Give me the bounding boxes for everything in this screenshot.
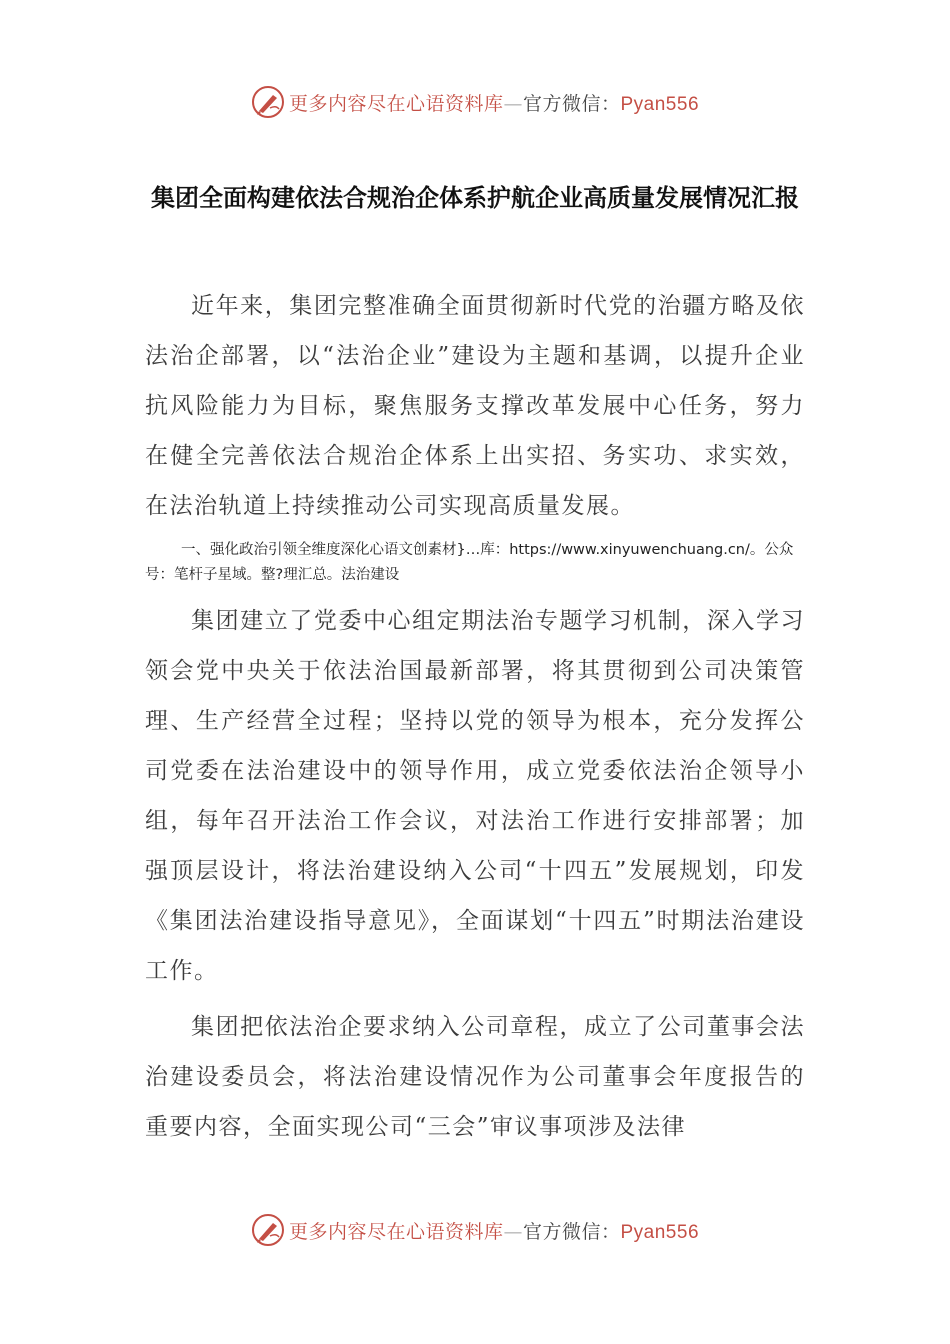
watermark-label: 官方微信：	[522, 1220, 621, 1243]
watermark-id: Pyan556	[620, 93, 700, 115]
document-title: 集团全面构建依法合规治企体系护航企业高质量发展情况汇报	[151, 184, 799, 212]
watermark-id: Pyan556	[620, 1221, 700, 1243]
watermark-separator: —	[503, 1220, 523, 1243]
watermark-text: 更多内容尽在心语资料库	[288, 92, 504, 115]
paragraph-intro: 近年来，集团完整准确全面贯彻新时代党的治疆方略及依法治企部署，以“法治企业”建设为主题和基调，以提升企业抗风险能力为目标，聚焦服务支撑改革发展中心任务，努力在健全完善依法合规治企体系上出实招、务实功、求实效，在法治轨道上持续推动公司实现高质量发展。	[145, 293, 805, 519]
watermark-separator: —	[503, 92, 523, 115]
section-heading: 一、强化政治引领全维度深化心语文创素材}…库：https://www.xinyuwenchuang.cn/。公众号：笔杆子星域。整?理汇总。法治建设	[145, 542, 794, 583]
paragraph-body: 集团把依法治企要求纳入公司章程，成立了公司董事会法治建设委员会，将法治建设情况作为公司董事会年度报告的重要内容，全面实现公司“三会”审议事项涉及法律	[145, 1014, 805, 1140]
pen-logo-icon	[251, 1213, 285, 1247]
pen-logo-icon	[251, 85, 285, 119]
paragraph-body: 集团建立了党委中心组定期法治专题学习机制，深入学习领会党中央关于依法治国最新部署，将其贯彻到公司决策管理、生产经营全过程；坚持以党的领导为根本，充分发挥公司党委在法治建设中的领导作用，成立党委依法治企领导小组，每年召开法治工作会议，对法治工作进行安排部署；加强顶层设计，将法治建设纳入公司“十四五”发展规划，印发《集团法治建设指导意见》，全面谋划“十四五”时期法治建设工作。	[145, 608, 805, 984]
watermark-label: 官方微信：	[522, 92, 621, 115]
watermark-header	[0, 80, 950, 124]
watermark-text: 更多内容尽在心语资料库	[288, 1220, 504, 1243]
watermark-footer	[0, 1208, 950, 1252]
